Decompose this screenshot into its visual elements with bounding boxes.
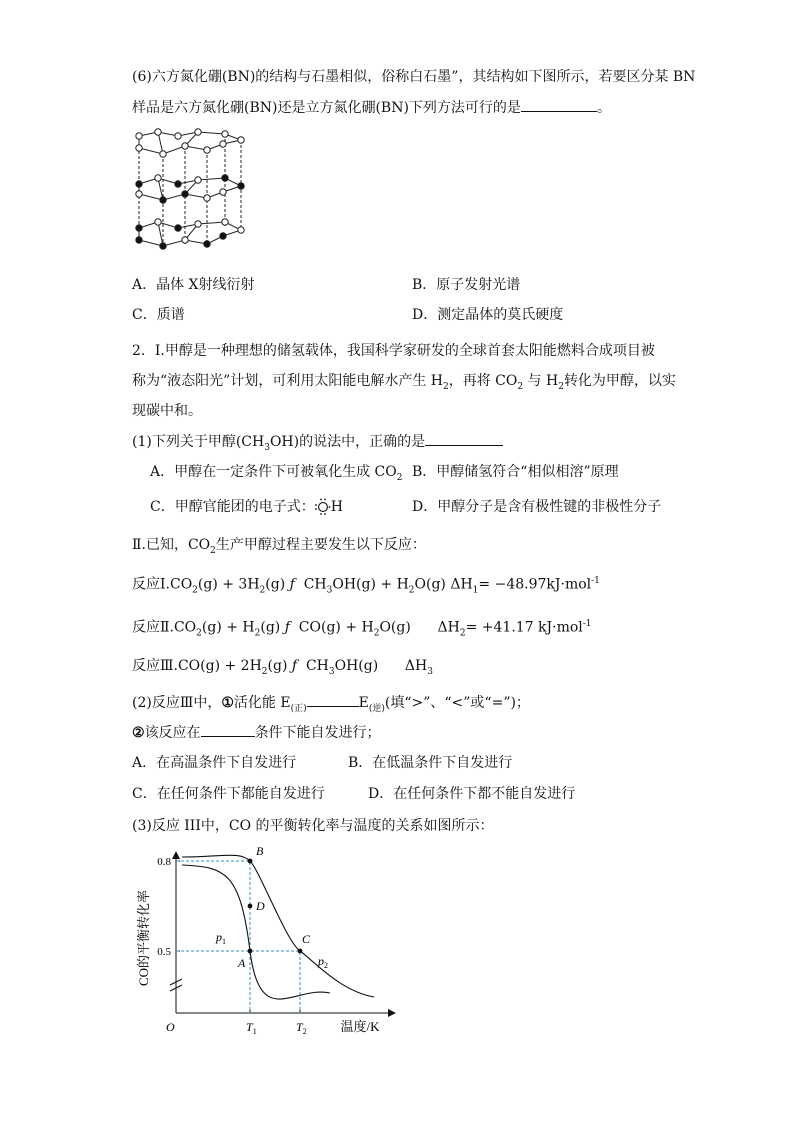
q2-part1-stem: (1)下列关于甲醇$(CH_3OH)$的说法中，正确的是	[132, 431, 503, 458]
guide-line-b	[176, 861, 250, 1013]
point-label-b: B	[256, 845, 264, 858]
q2-part1-option-a[interactable]: A．甲醇在一定条件下可被氧化生成 $CO_2$	[150, 464, 403, 483]
q2-part2-intro: Ⅱ.已知，$CO_2$生产甲醇过程主要发生以下反应：	[132, 537, 426, 556]
q6-option-d[interactable]: D．测定晶体的莫氏硬度	[412, 307, 564, 323]
q2-part2-option-b[interactable]: B．在低温条件下自发进行	[348, 755, 513, 771]
x-axis-label: 温度/K	[340, 1019, 380, 1034]
q6-option-a[interactable]: A．晶体 X射线衍射	[132, 277, 255, 293]
q6-answer-blank[interactable]	[521, 97, 597, 112]
q2-part1-option-b[interactable]: B．甲醇储氢符合“相似相溶”原理	[412, 464, 619, 480]
q2-part2-activation-blank[interactable]	[307, 692, 359, 707]
point-label-d: D	[256, 899, 265, 913]
q2-part1-option-c[interactable]: C．甲醇官能团的电子式： H	[150, 499, 343, 515]
q2-part2-option-c[interactable]: C．在任何条件下都能自发进行	[132, 786, 325, 802]
q2-part1-option-d[interactable]: D．甲醇分子是含有极性键的非极性分子	[412, 499, 662, 515]
q2-part1-answer-blank[interactable]	[425, 431, 503, 446]
y-tick-label: 0.8	[157, 856, 171, 868]
q6-option-c[interactable]: C．质谱	[132, 307, 185, 323]
q2-part2-condition-blank[interactable]	[201, 722, 255, 737]
y-axis-label: CO的平衡转化率	[136, 889, 151, 987]
q6-stem-line2: 样品是六方氮化硼(BN)还是立方氮化硼(BN)下列方法可行的是 。	[132, 97, 611, 118]
hydroxyl-electron-formula-icon	[315, 497, 331, 515]
series-label-p2: $p_2$	[318, 954, 328, 970]
q2-intro-line2: 称为“液态阳光”计划，可利用太阳能电解水产生 $H_2$，再将 $CO_2$ 与 $H_2$转化为甲醇，以实	[132, 373, 676, 392]
q2-part3-stem: (3)反应 III中，CO 的平衡转化率与温度的关系如图所示：	[132, 818, 494, 834]
point-a	[248, 949, 253, 954]
series-label-p1: $p_1$	[216, 930, 226, 946]
reaction-1: 反应$Ⅰ.CO_2(g) + 3H_2(g)$ ƒ $CH_3OH(g) + H_2O(g)$ $\Delta H_1= -48.97kJ\cdot mol^{-1}$	[132, 576, 600, 596]
co-conversion-vs-temperature-chart	[130, 845, 410, 1045]
origin-label: O	[166, 1020, 175, 1034]
y-tick-label: 0.5	[157, 946, 171, 958]
reaction-2: 反应$Ⅱ.CO_2(g) + H_2(g)$ ƒ $CO(g) + H_2O(g)$ $\Delta H_2= +41.17$ kJ·mol$^{-1}$	[132, 619, 592, 639]
q2-part2-option-a[interactable]: A．在高温条件下自发进行	[132, 755, 297, 771]
x-tick-label: $T_1$	[246, 1020, 257, 1036]
point-label-a: A	[238, 956, 246, 970]
reaction-3: 反应Ⅲ.CO(g) + $2H_2(g)$ ƒ $CH_3OH(g)$ $\Delta H_3$	[132, 658, 433, 677]
q2-intro-line1: 2．Ⅰ.甲醇是一种理想的储氢载体，我国科学家研发的全球首套太阳能燃料合成项目被	[132, 343, 655, 359]
q6-stem-line1: (6)六方氮化硼(BN)的结构与石墨相似，俗称白石墨”，其结构如下图所示，若要区分某 BN	[132, 69, 696, 85]
point-d	[248, 904, 253, 909]
x-tick-label: $T_2$	[296, 1020, 307, 1036]
point-b	[248, 859, 253, 864]
curve-p2	[182, 855, 374, 997]
q6-option-b[interactable]: B．原子发射光谱	[412, 277, 521, 293]
q2-part2-stem: (2)反应Ⅲ中，①活化能 $E_{(正)}$ $E_{(逆)}$(填“>”、“<”或“=”)；	[132, 692, 530, 719]
point-c	[298, 949, 303, 954]
point-label-c: C	[302, 932, 311, 946]
q2-part2-stem-2: ②该反应在 条件下能自发进行；	[132, 722, 381, 743]
q2-intro-line3: 现碳中和。	[132, 403, 202, 419]
q2-part2-option-d[interactable]: D．在任何条件下都不能自发进行	[368, 786, 576, 802]
hexagonal-bn-structure-figure	[128, 128, 248, 254]
